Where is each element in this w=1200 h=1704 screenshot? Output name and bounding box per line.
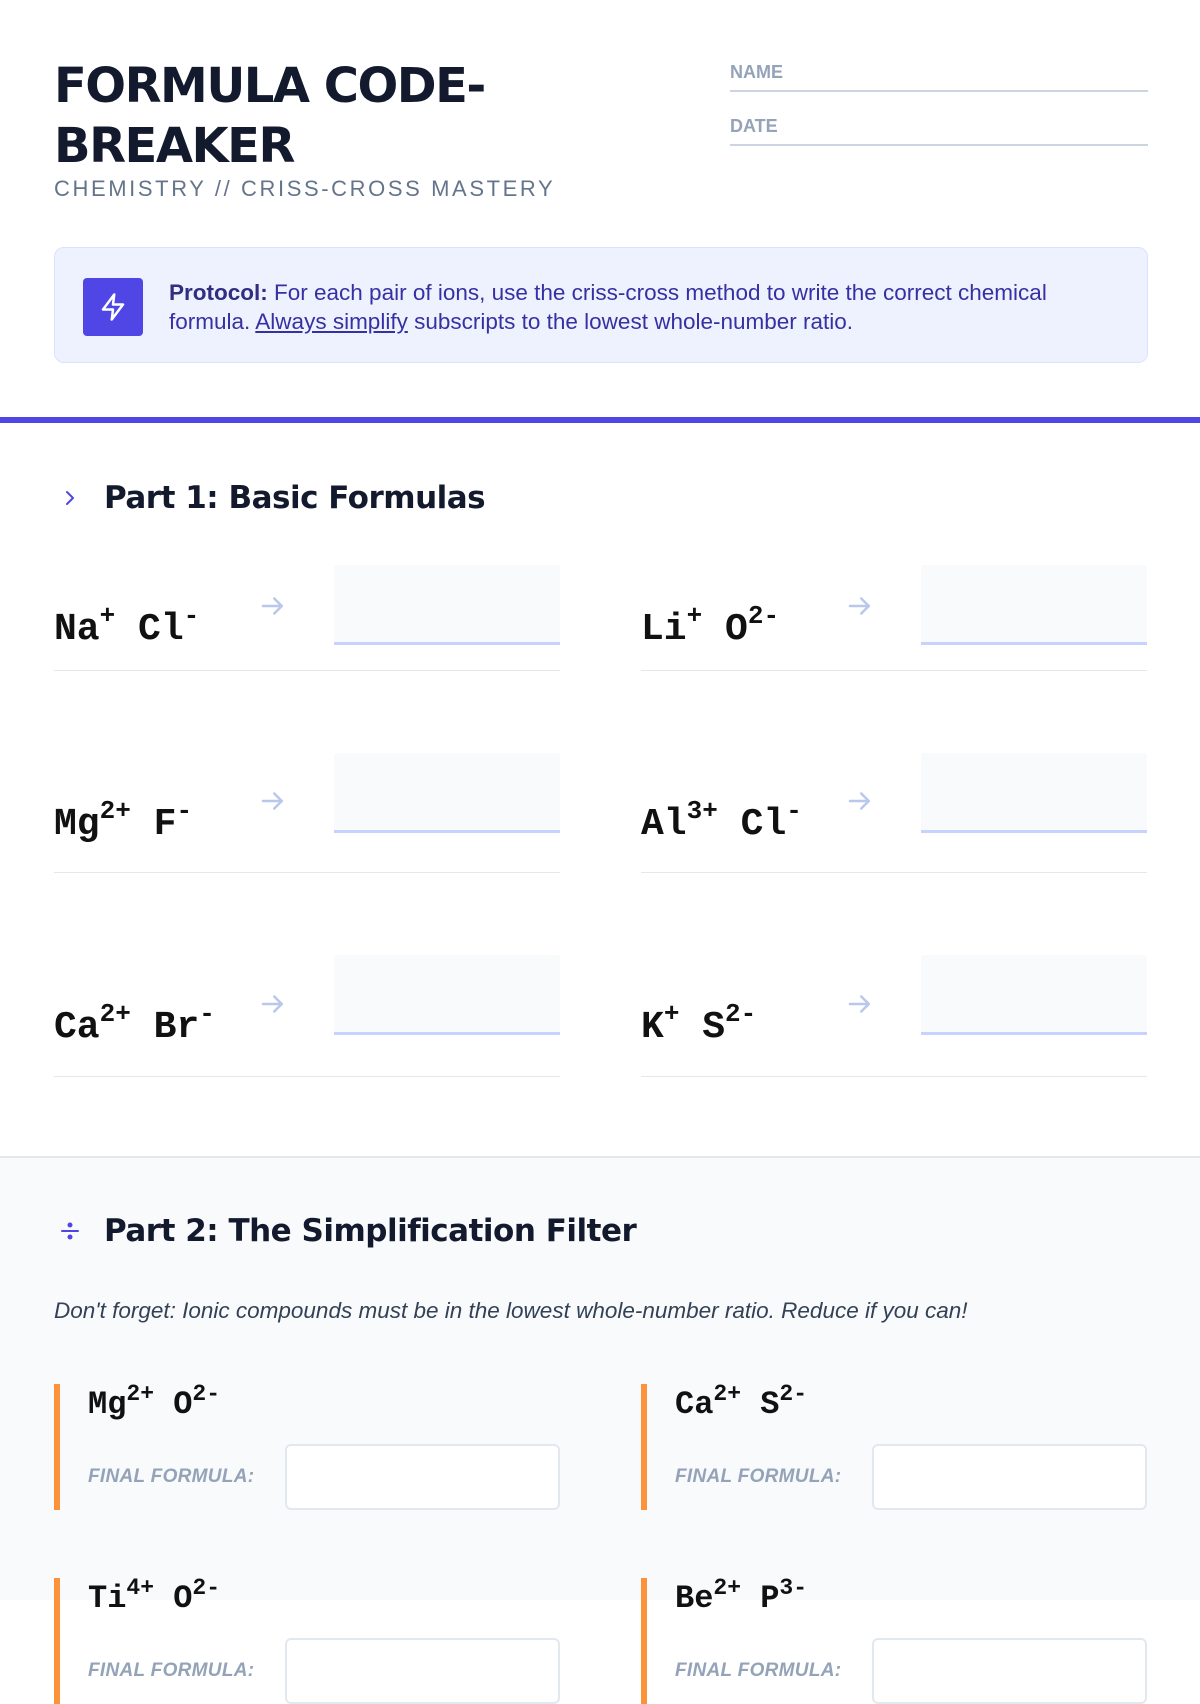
protocol-emphasis: Always simplify <box>255 309 408 334</box>
cation <box>88 1575 155 1617</box>
final-formula-row <box>88 1638 560 1704</box>
cation-symbol: Mg <box>54 803 100 846</box>
anion-charge: - <box>786 796 802 826</box>
formula-answer-input[interactable] <box>921 565 1147 645</box>
name-label: NAME <box>730 62 783 82</box>
ion-pair <box>54 999 244 1054</box>
cation-charge: 4+ <box>126 1575 155 1601</box>
cation-symbol: Ca <box>675 1386 714 1423</box>
final-formula-row <box>675 1444 1147 1510</box>
anion-symbol: S <box>760 1386 780 1423</box>
anion-symbol: O <box>173 1386 193 1423</box>
anion-symbol: S <box>702 1006 726 1049</box>
protocol-text-before: For each pair of ions, use the criss-cross method to write the correct chemical formula. <box>169 280 1047 334</box>
anion-charge: 2- <box>192 1575 221 1601</box>
part2-title: Part 2: The Simplification Filter <box>104 1213 637 1249</box>
cation <box>641 796 718 846</box>
anion-symbol: O <box>725 608 748 651</box>
ion-pair <box>641 601 831 656</box>
simplification-item <box>54 1575 560 1704</box>
student-fields <box>730 60 1148 168</box>
arrow-right-icon <box>258 989 288 1024</box>
chevron-right-icon <box>58 486 88 510</box>
cation-charge: 2+ <box>99 796 131 826</box>
cation-symbol: K <box>641 1006 664 1049</box>
anion-symbol: Cl <box>138 608 184 651</box>
cation <box>54 796 131 846</box>
formula-row <box>54 955 560 1077</box>
anion-charge: - <box>199 999 215 1029</box>
formula-answer-input[interactable] <box>921 955 1147 1035</box>
final-formula-label: FINAL FORMULA: <box>88 1660 255 1681</box>
final-formula-input[interactable] <box>872 1638 1147 1704</box>
cation-charge: + <box>663 999 680 1029</box>
formula-answer-input[interactable] <box>334 955 560 1035</box>
cation-symbol: Ti <box>88 1580 127 1617</box>
part2-heading <box>58 1213 636 1249</box>
protocol-text-after: subscripts to the lowest whole-number ratio. <box>414 309 854 334</box>
cation-charge: 2+ <box>713 1381 742 1407</box>
formula-row <box>54 753 560 873</box>
cation-symbol: Mg <box>88 1386 127 1423</box>
cation-charge: 2+ <box>99 999 131 1029</box>
simplification-note: Don't forget: Ionic compounds must be in the lowest whole-number ratio. Reduce if you can! <box>54 1298 968 1323</box>
arrow-right-icon <box>845 786 875 821</box>
part1-title: Part 1: Basic Formulas <box>104 480 486 516</box>
part1-heading <box>58 480 485 516</box>
anion-symbol: O <box>173 1580 193 1617</box>
anion <box>702 999 757 1049</box>
cation-symbol: Na <box>54 608 100 651</box>
ion-pair <box>641 999 831 1054</box>
ion-pair <box>675 1381 1147 1426</box>
worksheet-header <box>54 56 1148 216</box>
cation <box>675 1575 742 1617</box>
formula-answer-input[interactable] <box>334 565 560 645</box>
final-formula-input[interactable] <box>285 1444 560 1510</box>
cation-symbol: Ca <box>54 1006 100 1049</box>
simplification-item <box>54 1381 560 1510</box>
final-formula-row <box>675 1638 1147 1704</box>
ion-pair <box>88 1381 560 1426</box>
protocol-box <box>54 247 1148 363</box>
final-formula-row <box>88 1444 560 1510</box>
date-field[interactable] <box>730 114 1148 146</box>
cation-charge: 2+ <box>713 1575 742 1601</box>
anion <box>173 1381 221 1423</box>
date-label: DATE <box>730 116 778 136</box>
cation <box>641 601 703 651</box>
arrow-right-icon <box>845 989 875 1024</box>
anion <box>173 1575 221 1617</box>
formula-row <box>641 565 1147 671</box>
anion <box>760 1381 808 1423</box>
cation <box>88 1381 155 1423</box>
lightning-icon <box>83 278 143 336</box>
anion-symbol: P <box>760 1580 780 1617</box>
ion-pair <box>54 796 244 851</box>
page-title: FORMULA CODE-BREAKER <box>54 58 485 174</box>
anion-charge: 2- <box>779 1381 808 1407</box>
cation-symbol: Al <box>641 803 687 846</box>
anion <box>725 601 780 651</box>
ion-pair <box>675 1575 1147 1620</box>
protocol-label: Protocol: <box>169 280 268 305</box>
anion-symbol: F <box>153 803 177 846</box>
cation-charge: + <box>686 601 703 631</box>
arrow-right-icon <box>845 591 875 626</box>
cation <box>641 999 680 1049</box>
formula-answer-input[interactable] <box>334 753 560 833</box>
final-formula-input[interactable] <box>285 1638 560 1704</box>
cation-charge: 2+ <box>126 1381 155 1407</box>
page-subtitle: CHEMISTRY // CRISS-CROSS MASTERY <box>54 176 556 201</box>
anion-charge: - <box>183 601 200 631</box>
anion <box>760 1575 808 1617</box>
final-formula-label: FINAL FORMULA: <box>675 1660 842 1681</box>
section-divider <box>0 417 1200 423</box>
formula-row <box>641 955 1147 1077</box>
final-formula-label: FINAL FORMULA: <box>88 1466 255 1487</box>
formula-row <box>641 753 1147 873</box>
name-field[interactable] <box>730 60 1148 92</box>
formula-row <box>54 565 560 671</box>
anion-charge: 2- <box>192 1381 221 1407</box>
ion-pair <box>88 1575 560 1620</box>
anion-charge: 2- <box>747 601 780 631</box>
cation-charge: 3+ <box>686 796 718 826</box>
anion <box>740 796 802 846</box>
anion <box>153 796 193 846</box>
final-formula-label: FINAL FORMULA: <box>675 1466 842 1487</box>
cation <box>54 999 131 1049</box>
ion-pair <box>54 601 244 656</box>
ion-pair <box>641 796 831 851</box>
anion <box>138 601 200 651</box>
arrow-right-icon <box>258 591 288 626</box>
anion-symbol: Cl <box>740 803 787 846</box>
final-formula-input[interactable] <box>872 1444 1147 1510</box>
protocol-text <box>169 278 1089 336</box>
formula-answer-input[interactable] <box>921 753 1147 833</box>
cation-charge: + <box>99 601 116 631</box>
cation-symbol: Li <box>641 608 687 651</box>
divide-icon <box>58 1219 88 1243</box>
cation <box>675 1381 742 1423</box>
anion-symbol: Br <box>153 1006 200 1049</box>
anion-charge: 2- <box>725 999 757 1029</box>
anion-charge: 3- <box>779 1575 808 1601</box>
cation-symbol: Be <box>675 1580 714 1617</box>
arrow-right-icon <box>258 786 288 821</box>
anion-charge: - <box>176 796 193 826</box>
anion <box>153 999 215 1049</box>
simplification-item <box>641 1575 1147 1704</box>
simplification-item <box>641 1381 1147 1510</box>
cation <box>54 601 116 651</box>
